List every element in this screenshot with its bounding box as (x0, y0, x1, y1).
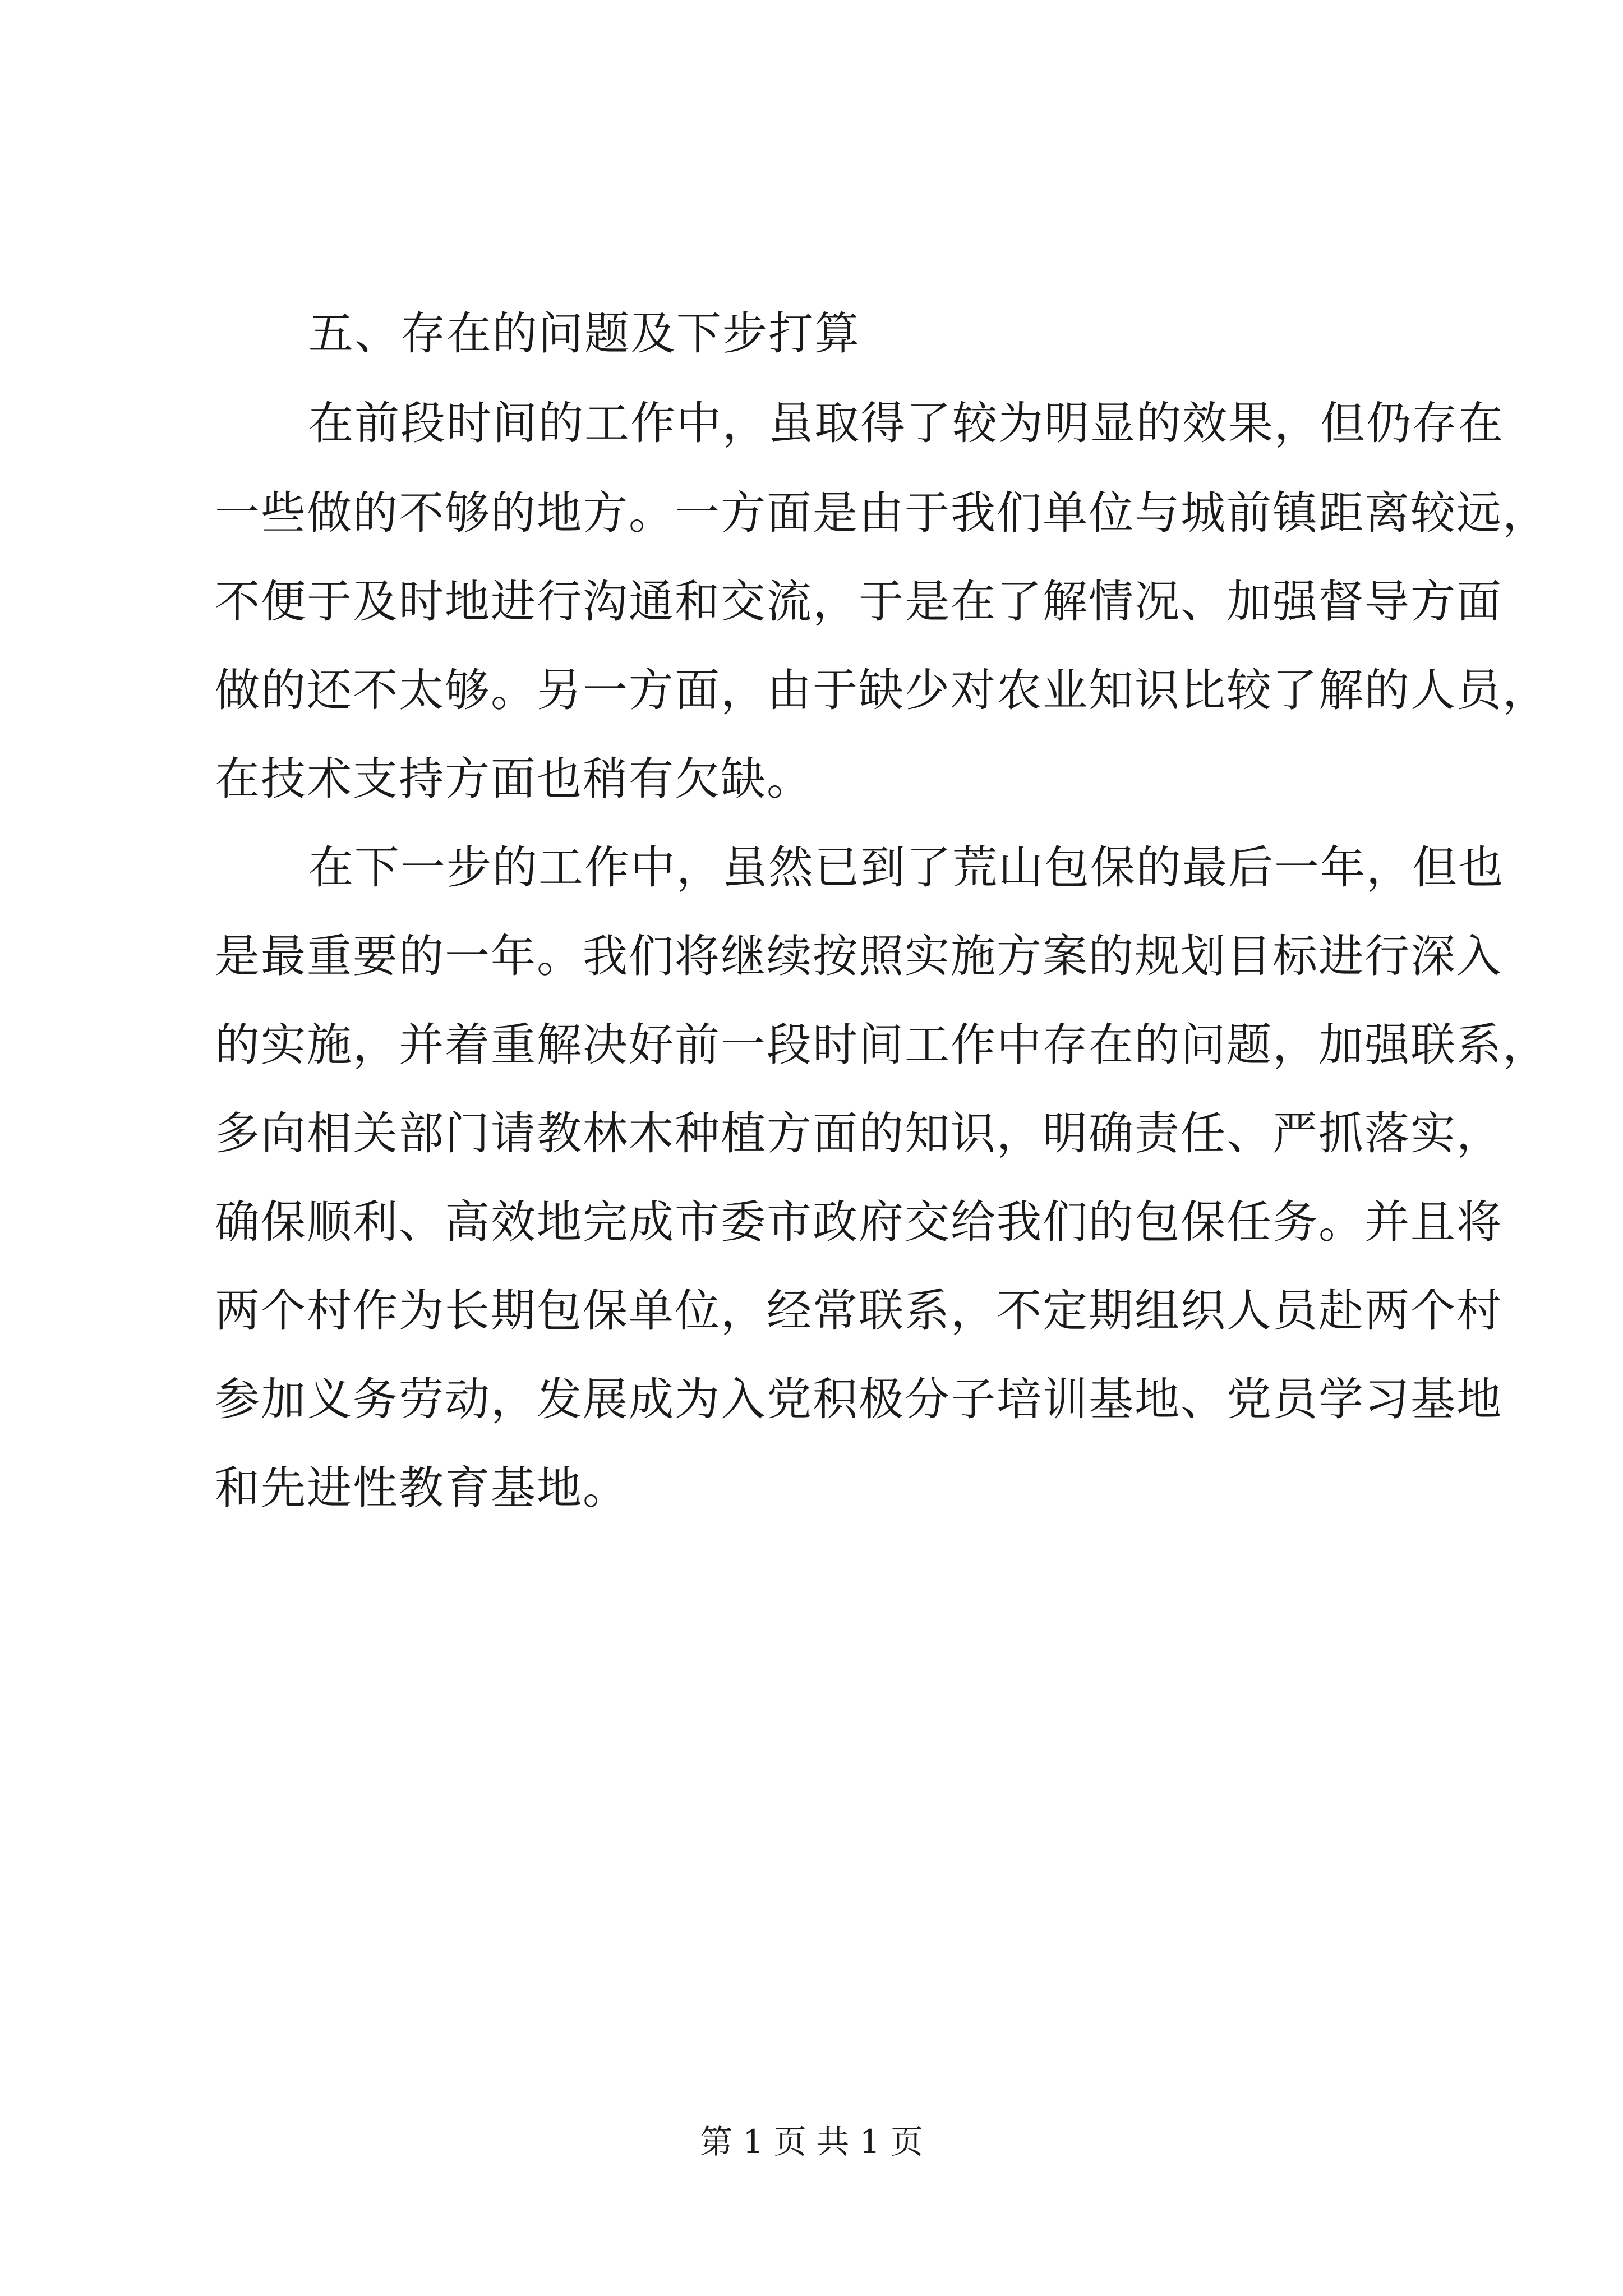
page-footer: 第 1 页 共 1 页 (700, 2123, 923, 2161)
paragraph-line: 不便于及时地进行沟通和交流，于是在了解情况、加强督导方面 (215, 576, 1502, 628)
paragraph-line: 和先进性教育基地。 (215, 1462, 629, 1514)
paragraph-line: 在技术支持方面也稍有欠缺。 (215, 753, 813, 805)
paragraph-line: 在下一步的工作中，虽然已到了荒山包保的最后一年，但也 (308, 841, 1504, 894)
paragraph-line: 在前段时间的工作中，虽取得了较为明显的效果，但仍存在 (308, 397, 1504, 449)
paragraph-line: 是最重要的一年。我们将继续按照实施方案的规划目标进行深入 (215, 930, 1502, 982)
paragraph-line: 参加义务劳动，发展成为入党积极分子培训基地、党员学习基地 (215, 1373, 1502, 1425)
paragraph-line: 多向相关部门请教林木种植方面的知识，明确责任、严抓落实， (215, 1107, 1502, 1159)
paragraph-line: 确保顺利、高效地完成市委市政府交给我们的包保任务。并且将 (215, 1196, 1502, 1248)
paragraph-line: 的实施，并着重解决好前一段时间工作中存在的问题，加强联系， (215, 1019, 1548, 1071)
paragraph-line: 一些做的不够的地方。一方面是由于我们单位与城前镇距离较远， (215, 487, 1548, 539)
paragraph-line: 两个村作为长期包保单位，经常联系，不定期组织人员赴两个村 (215, 1285, 1502, 1337)
section-heading: 五、存在的问题及下步打算 (308, 307, 860, 360)
paragraph-line: 做的还不太够。另一方面，由于缺少对农业知识比较了解的人员， (215, 664, 1548, 716)
